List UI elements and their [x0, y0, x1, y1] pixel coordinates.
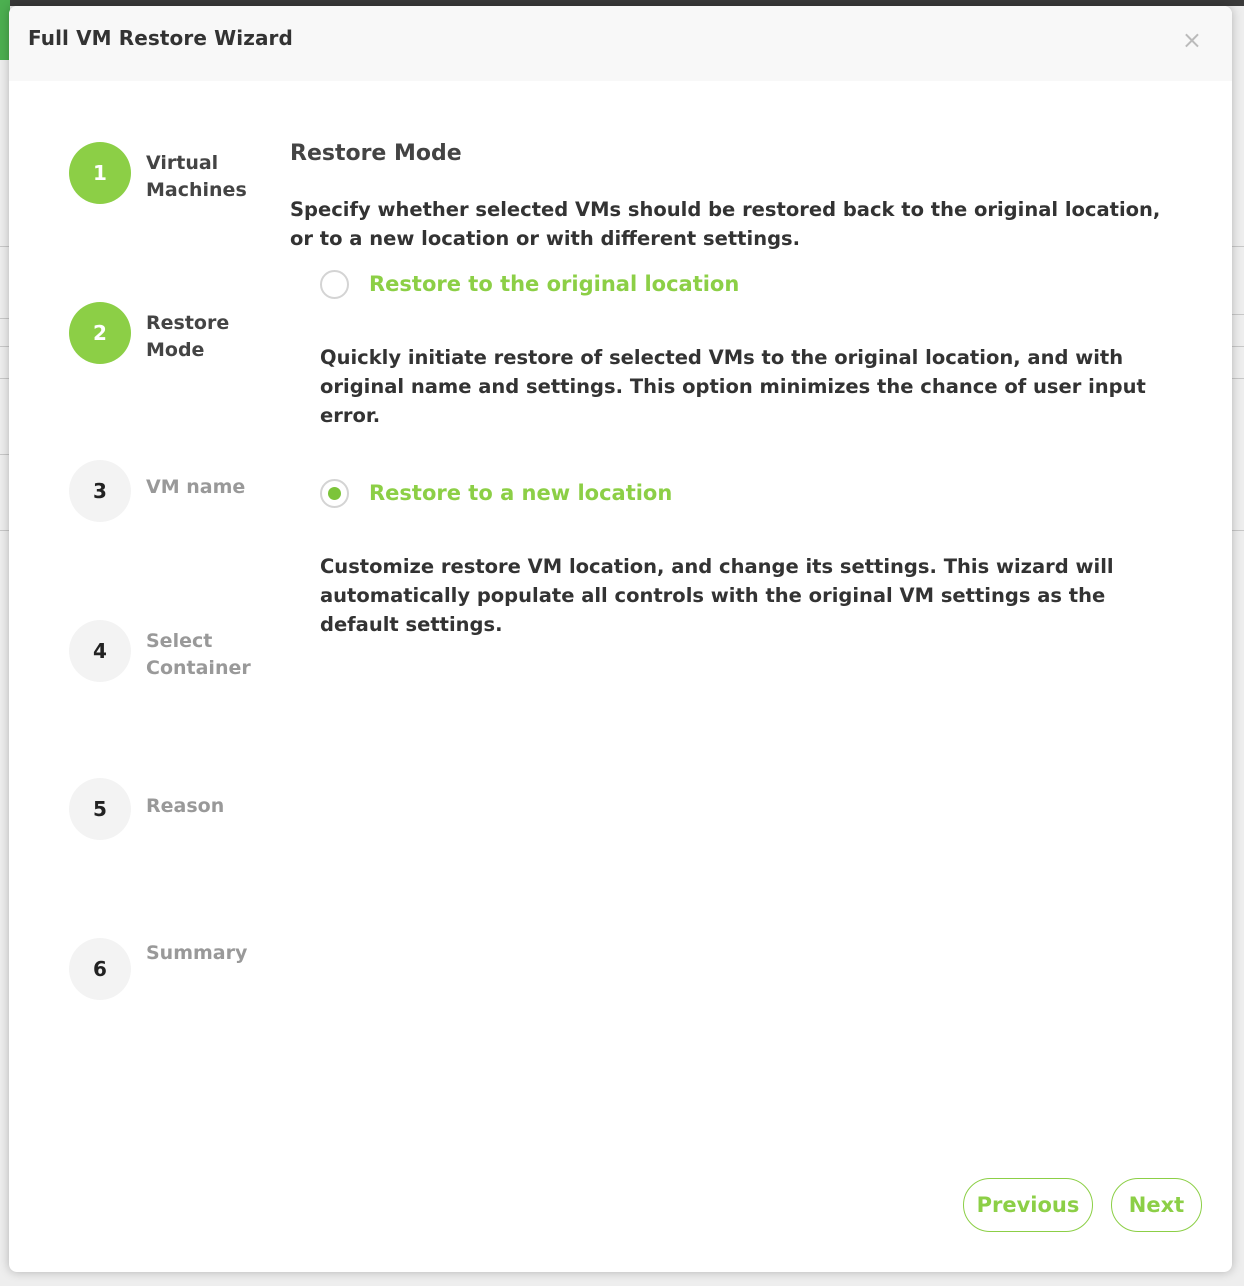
option-label-new-location[interactable]: Restore to a new location [369, 481, 673, 505]
background-divider [1230, 314, 1244, 315]
step-number-badge: 3 [69, 460, 131, 522]
background-divider [1230, 530, 1244, 531]
step-label: Reason [146, 795, 225, 817]
step-label: VM name [146, 476, 246, 498]
step-label: Summary [146, 942, 248, 964]
step-virtual-machines[interactable] [69, 142, 289, 212]
step-label: Select Container [146, 630, 251, 679]
option-description-new-location: Customize restore VM location, and change its settings. This wizard will automatically populate all controls with the original VM settings as the default settings. [320, 555, 1114, 636]
next-button[interactable]: Next [1111, 1178, 1202, 1232]
section-description: Specify whether selected VMs should be restored back to the original location, or to a new location or with different settings. [290, 198, 1161, 250]
background-divider [1230, 346, 1244, 347]
option-description-original-location: Quickly initiate restore of selected VMs to the original location, and with original name and settings. This option minimizes the chance of user input error. [320, 346, 1146, 427]
close-icon[interactable]: × [1181, 26, 1202, 54]
dialog-header [9, 6, 1232, 81]
step-select-container [69, 620, 289, 690]
background-divider [1230, 378, 1244, 379]
option-label-original-location[interactable]: Restore to the original location [369, 272, 740, 296]
step-number-badge: 6 [69, 938, 131, 1000]
dialog-title: Full VM Restore Wizard [28, 26, 293, 50]
step-number-badge: 5 [69, 778, 131, 840]
step-reason [69, 778, 289, 848]
step-label: Virtual Machines [146, 152, 247, 201]
step-restore-mode[interactable] [69, 302, 289, 372]
step-summary [69, 938, 289, 1008]
step-number-badge: 1 [69, 142, 131, 204]
previous-button[interactable]: Previous [963, 1178, 1093, 1232]
step-number-badge: 2 [69, 302, 131, 364]
restore-mode-panel [290, 141, 1170, 636]
restore-wizard-dialog [9, 6, 1232, 1272]
step-label: Restore Mode [146, 312, 230, 361]
step-number-badge: 4 [69, 620, 131, 682]
section-title: Restore Mode [290, 141, 462, 166]
background-divider [1230, 246, 1244, 247]
radio-new-location[interactable] [320, 479, 349, 508]
radio-original-location[interactable] [320, 270, 349, 299]
step-vm-name [69, 460, 289, 530]
